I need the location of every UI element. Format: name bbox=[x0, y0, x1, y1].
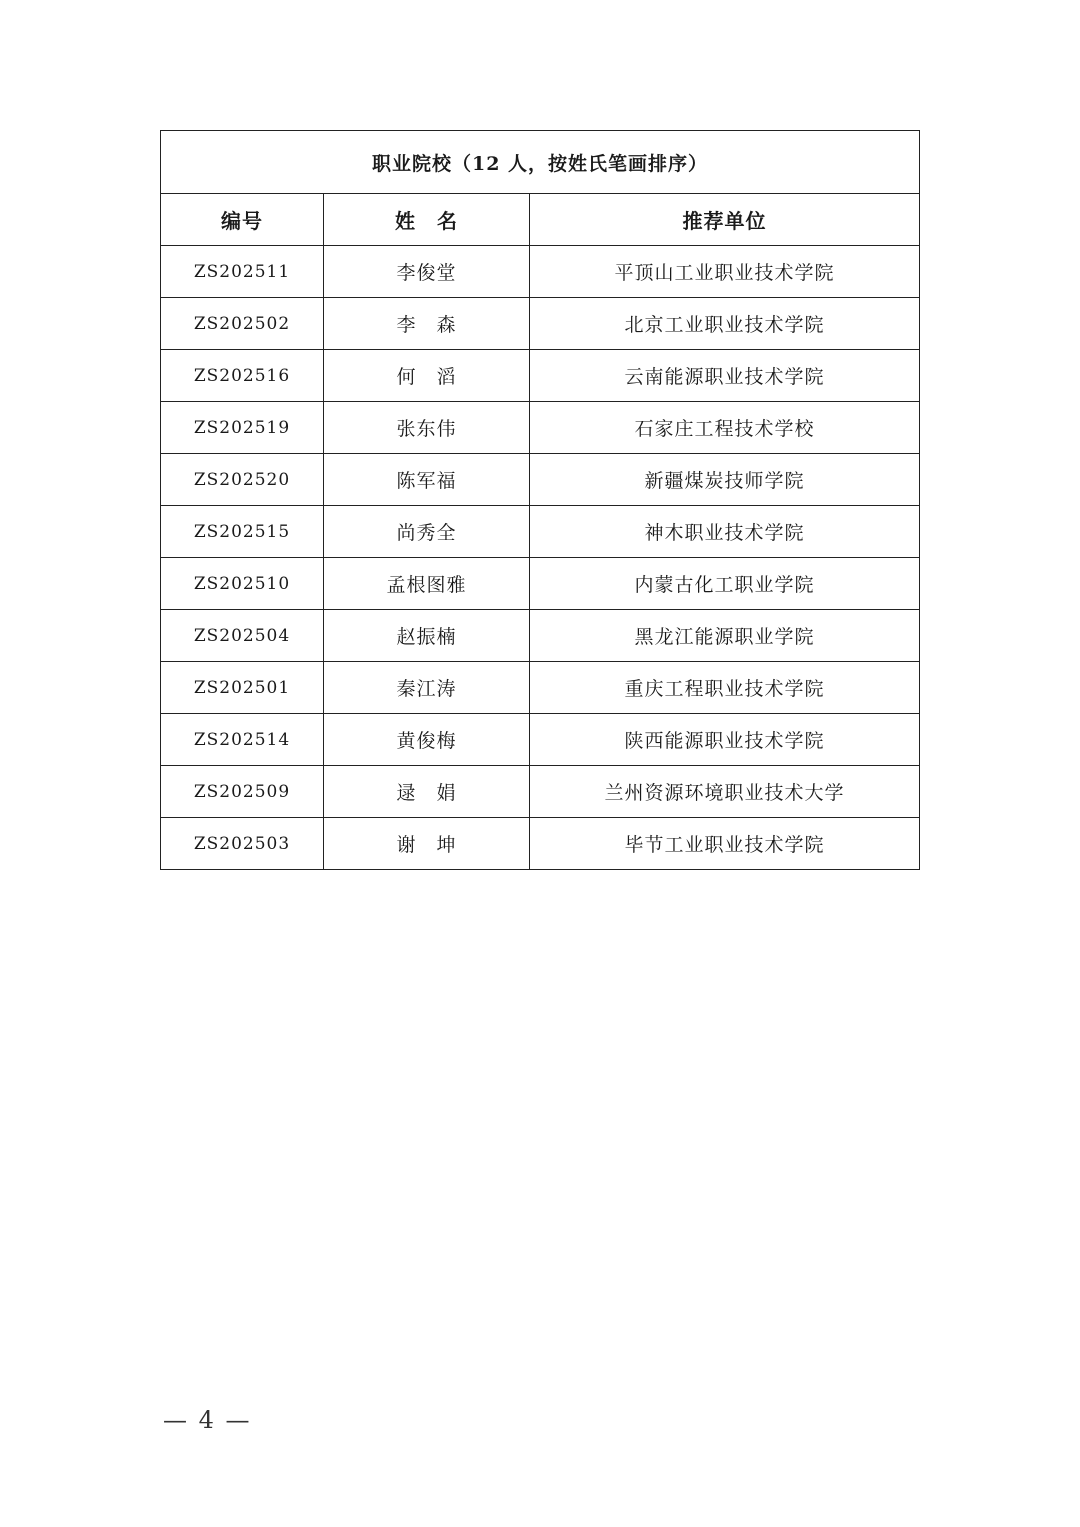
cell-unit: 云南能源职业技术学院 bbox=[530, 350, 920, 402]
cell-name: 赵振楠 bbox=[324, 610, 530, 662]
cell-id: ZS202509 bbox=[161, 766, 324, 818]
cell-name: 陈军福 bbox=[324, 454, 530, 506]
cell-id: ZS202511 bbox=[161, 246, 324, 298]
cell-id: ZS202516 bbox=[161, 350, 324, 402]
cell-unit: 神木职业技术学院 bbox=[530, 506, 920, 558]
cell-id: ZS202510 bbox=[161, 558, 324, 610]
table-row bbox=[161, 558, 920, 610]
table-row bbox=[161, 246, 920, 298]
cell-name: 谢 坤 bbox=[324, 818, 530, 870]
cell-name: 秦江涛 bbox=[324, 662, 530, 714]
cell-id: ZS202520 bbox=[161, 454, 324, 506]
table-row bbox=[161, 350, 920, 402]
cell-unit: 陕西能源职业技术学院 bbox=[530, 714, 920, 766]
cell-name: 黄俊梅 bbox=[324, 714, 530, 766]
cell-id: ZS202514 bbox=[161, 714, 324, 766]
header-name: 姓 名 bbox=[324, 194, 530, 246]
cell-name: 何 滔 bbox=[324, 350, 530, 402]
cell-id: ZS202503 bbox=[161, 818, 324, 870]
table-row bbox=[161, 714, 920, 766]
cell-unit: 兰州资源环境职业技术大学 bbox=[530, 766, 920, 818]
cell-unit: 内蒙古化工职业学院 bbox=[530, 558, 920, 610]
table-row bbox=[161, 818, 920, 870]
cell-id: ZS202504 bbox=[161, 610, 324, 662]
table-header-row bbox=[161, 194, 920, 246]
cell-unit: 重庆工程职业技术学院 bbox=[530, 662, 920, 714]
cell-unit: 新疆煤炭技师学院 bbox=[530, 454, 920, 506]
cell-id: ZS202519 bbox=[161, 402, 324, 454]
cell-name: 李 森 bbox=[324, 298, 530, 350]
table-title: 职业院校（12 人，按姓氏笔画排序） bbox=[161, 131, 920, 194]
table-row bbox=[161, 766, 920, 818]
table-row bbox=[161, 298, 920, 350]
table-row bbox=[161, 662, 920, 714]
cell-name: 尚秀全 bbox=[324, 506, 530, 558]
header-unit: 推荐单位 bbox=[530, 194, 920, 246]
table-row bbox=[161, 454, 920, 506]
cell-id: ZS202515 bbox=[161, 506, 324, 558]
cell-id: ZS202502 bbox=[161, 298, 324, 350]
cell-unit: 毕节工业职业技术学院 bbox=[530, 818, 920, 870]
cell-unit: 北京工业职业技术学院 bbox=[530, 298, 920, 350]
table-row bbox=[161, 402, 920, 454]
cell-name: 孟根图雅 bbox=[324, 558, 530, 610]
cell-name: 逯 娟 bbox=[324, 766, 530, 818]
cell-name: 张东伟 bbox=[324, 402, 530, 454]
cell-unit: 黑龙江能源职业学院 bbox=[530, 610, 920, 662]
cell-name: 李俊堂 bbox=[324, 246, 530, 298]
cell-unit: 平顶山工业职业技术学院 bbox=[530, 246, 920, 298]
recommendation-table bbox=[160, 130, 920, 870]
page-number: — 4 — bbox=[163, 1406, 252, 1434]
table-body bbox=[161, 246, 920, 870]
table-row bbox=[161, 610, 920, 662]
cell-unit: 石家庄工程技术学校 bbox=[530, 402, 920, 454]
table-row bbox=[161, 506, 920, 558]
cell-id: ZS202501 bbox=[161, 662, 324, 714]
header-id: 编号 bbox=[161, 194, 324, 246]
